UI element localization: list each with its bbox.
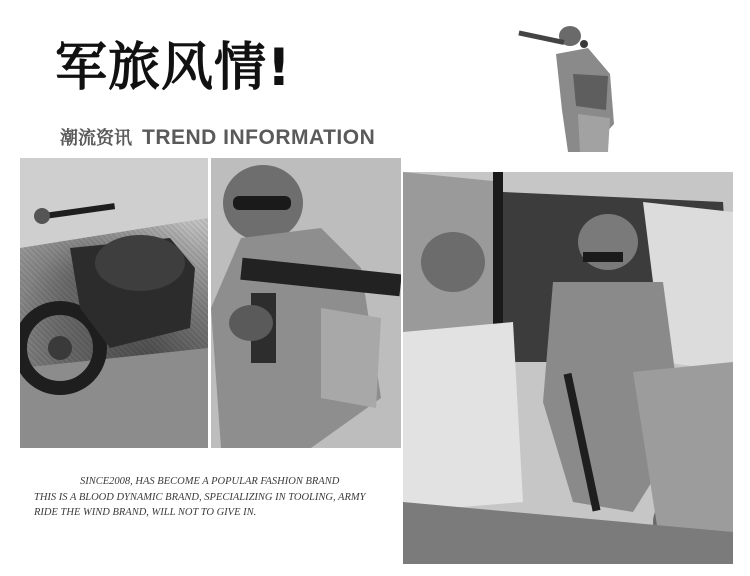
subtitle-chinese: 潮流资讯 xyxy=(60,128,132,149)
section-subtitle xyxy=(60,124,375,154)
caption-line-3: RIDE THE WIND BRAND, WILL NOT TO GIVE IN. xyxy=(34,507,257,518)
brand-caption xyxy=(34,474,374,521)
soldier-with-rifle-image xyxy=(211,158,401,448)
military-motorcycle-image xyxy=(20,158,208,448)
military-vehicle-icon xyxy=(403,172,733,564)
page-title: 军旅风情! xyxy=(55,38,292,98)
soldier-aiming-rifle-image xyxy=(518,14,636,154)
soldier-rifle-icon xyxy=(518,14,636,154)
soldier-goggles-icon xyxy=(211,158,401,448)
subtitle-english: TREND INFORMATION xyxy=(142,126,376,149)
caption-line-2: THIS IS A BLOOD DYNAMIC BRAND, SPECIALIZING IN TOOLING, ARMY xyxy=(34,491,366,503)
soldiers-in-vehicle-image xyxy=(403,172,733,564)
caption-line-1: SINCE2008, HAS BECOME A POPULAR FASHION BRAND xyxy=(80,476,340,487)
motorcycle-icon xyxy=(20,158,208,448)
